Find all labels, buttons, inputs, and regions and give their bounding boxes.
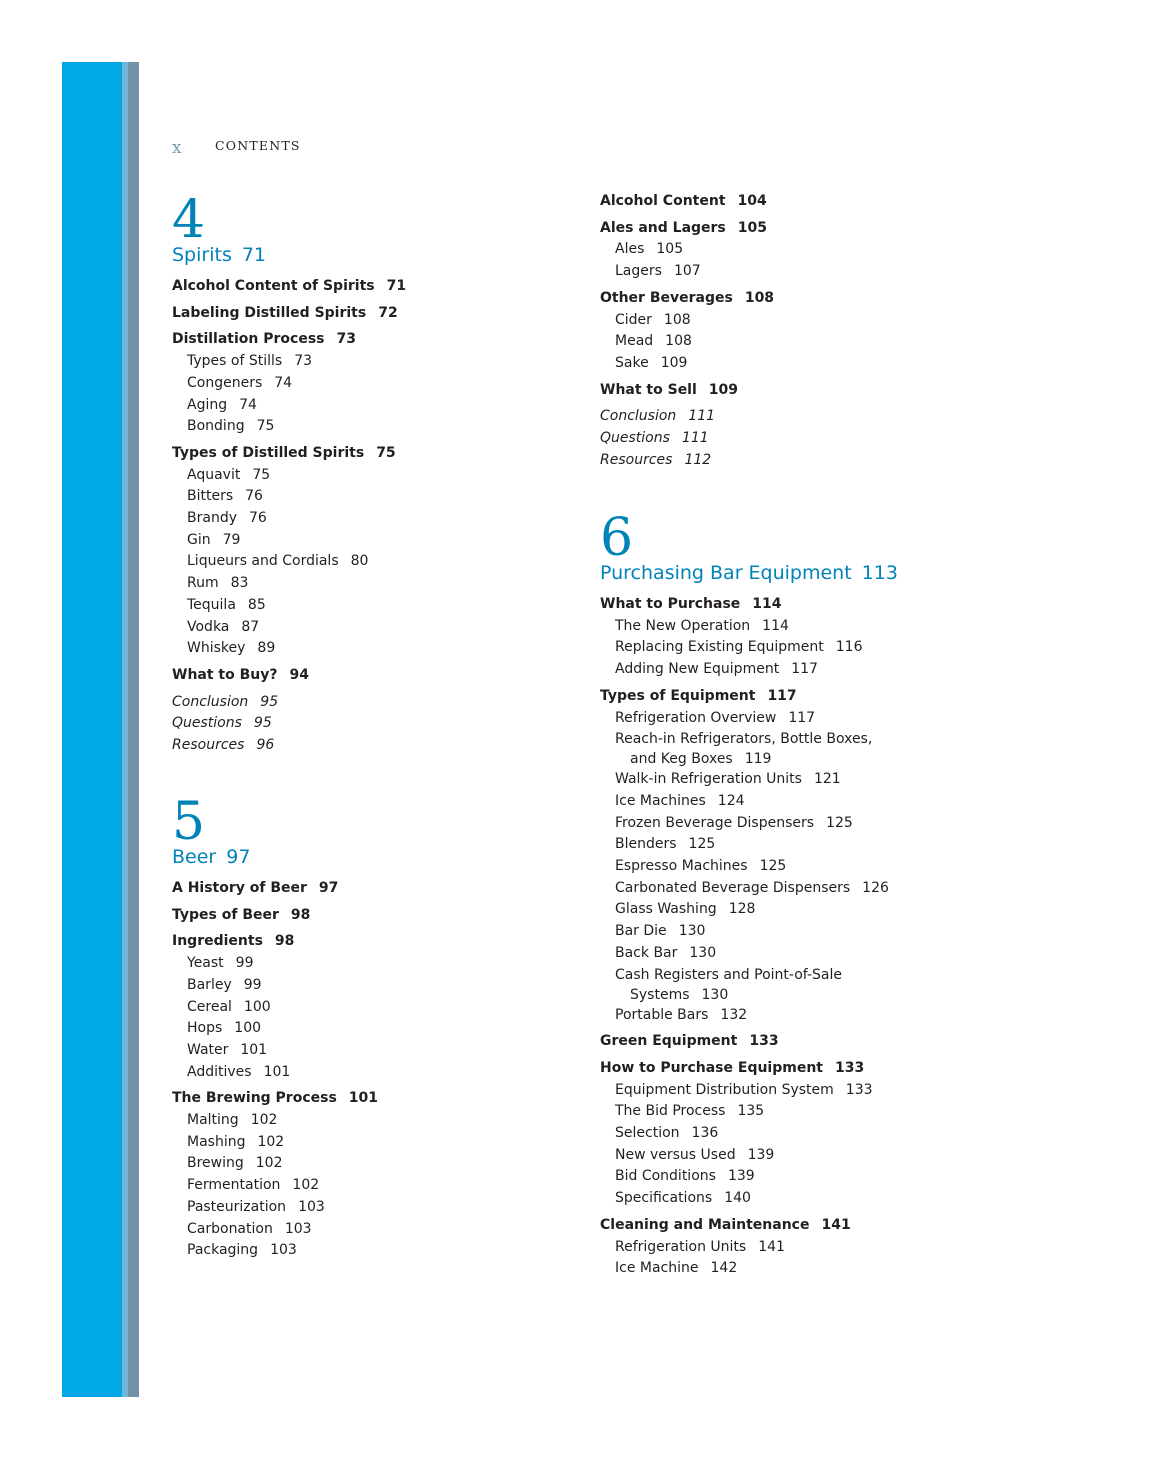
entry-text: Pasteurization — [187, 1198, 287, 1215]
entry-text: Types of Distilled Spirits — [172, 444, 365, 461]
toc-heading[interactable] — [600, 1215, 1120, 1237]
toc-subentry[interactable] — [600, 1258, 1120, 1280]
toc-heading[interactable] — [172, 443, 572, 465]
entry-page: 74 — [274, 374, 293, 391]
entry-page: 109 — [708, 381, 739, 398]
entry-text: Aging — [187, 396, 228, 413]
entry-text: Bar Die — [615, 923, 667, 940]
toc-subentry[interactable] — [600, 943, 1120, 965]
toc-subentry[interactable] — [600, 331, 1120, 353]
entry-page: 141 — [821, 1216, 851, 1233]
chapter-title-text: Spirits — [172, 244, 232, 266]
entry-page: 125 — [826, 814, 853, 831]
toc-subentry[interactable] — [172, 351, 572, 373]
toc-subentry[interactable] — [172, 595, 572, 617]
toc-subentry[interactable] — [600, 965, 1120, 985]
entry-text: Cash Registers and Point-of-Sale — [615, 966, 842, 983]
toc-subentry[interactable] — [172, 551, 572, 573]
toc-heading[interactable] — [172, 878, 572, 900]
entry-text: Walk-in Refrigeration Units — [615, 771, 802, 788]
toc-subentry[interactable] — [600, 1237, 1120, 1259]
entry-text: Types of Stills — [187, 353, 283, 370]
entry-page: 140 — [724, 1190, 751, 1207]
toc-subentry[interactable] — [600, 921, 1120, 943]
entry-page: 133 — [835, 1059, 865, 1076]
entry-text: Refrigeration Units — [615, 1238, 747, 1255]
toc-subentry[interactable] — [172, 638, 572, 660]
entry-text: Congeners — [187, 374, 263, 391]
entry-text: Other Beverages — [600, 289, 733, 306]
entry-text: Ice Machines — [615, 792, 706, 809]
toc-subentry[interactable] — [600, 1166, 1120, 1188]
entry-text: Equipment Distribution System — [615, 1081, 834, 1098]
entry-page: 117 — [767, 687, 797, 704]
entry-text: Ales and Lagers — [600, 219, 726, 236]
entry-text: Alcohol Content of Spirits — [172, 278, 375, 294]
entry-text: Cider — [615, 311, 652, 328]
toc-heading[interactable] — [600, 594, 1120, 616]
entry-page: 139 — [727, 1168, 755, 1185]
toc-subentry[interactable] — [172, 953, 572, 975]
chapter-page: 71 — [241, 244, 267, 266]
entry-page: 94 — [289, 666, 309, 683]
entry-text: How to Purchase Equipment — [600, 1059, 823, 1076]
entry-page: 126 — [862, 879, 889, 896]
chapter-page: 113 — [861, 562, 898, 584]
entry-text: Ice Machine — [615, 1260, 699, 1277]
toc-subentry[interactable] — [600, 729, 1120, 749]
entry-page: 130 — [678, 923, 706, 940]
entry-page: 142 — [710, 1260, 738, 1277]
entry-text: The New Operation — [615, 617, 751, 634]
entry-text: Liqueurs and Cordials — [187, 553, 339, 570]
entry-page: 105 — [737, 219, 768, 236]
entry-page: 80 — [350, 553, 369, 570]
toc-heading[interactable] — [172, 329, 572, 351]
entry-text: Aquavit — [187, 466, 241, 483]
entry-text: The Brewing Process — [172, 1090, 337, 1107]
chapter-title[interactable] — [172, 846, 572, 868]
page-number: x — [172, 138, 182, 158]
entry-page: 100 — [234, 1020, 262, 1037]
toc-subentry[interactable] — [172, 1240, 572, 1262]
toc-subentry[interactable] — [600, 834, 1120, 856]
entry-page: 133 — [845, 1081, 873, 1098]
entry-text: Bitters — [187, 488, 234, 505]
entry-text: Tequila — [187, 596, 236, 613]
entry-page: 133 — [749, 1033, 779, 1050]
entry-page: 105 — [656, 241, 684, 258]
entry-text: Cleaning and Maintenance — [600, 1216, 810, 1233]
toc-endmatter[interactable] — [600, 406, 1120, 428]
toc-heading[interactable] — [172, 905, 572, 927]
entry-page: 75 — [376, 444, 396, 461]
entry-text: Resources — [172, 737, 245, 754]
entry-page: 119 — [744, 751, 772, 768]
entry-page: 76 — [245, 488, 263, 505]
toc-subentry[interactable] — [600, 353, 1120, 375]
entry-text: Systems — [630, 986, 690, 1003]
entry-text: Carbonation — [187, 1220, 273, 1237]
toc-subentry[interactable] — [600, 637, 1120, 659]
chapter-page: 97 — [226, 846, 251, 868]
entry-page: 109 — [660, 354, 688, 371]
chapter-5 — [172, 792, 572, 1262]
toc-subentry[interactable] — [600, 856, 1120, 878]
chapter-number: 6 — [600, 508, 634, 568]
entry-page: 136 — [691, 1125, 719, 1142]
entry-text: Sake — [615, 354, 649, 371]
entry-page: 117 — [791, 661, 818, 678]
toc-subentry[interactable] — [600, 261, 1120, 283]
entry-page: 103 — [270, 1242, 297, 1259]
toc-heading[interactable] — [600, 686, 1120, 708]
entry-text: Fermentation — [187, 1177, 281, 1194]
entry-text: Frozen Beverage Dispensers — [615, 814, 815, 831]
toc-endmatter[interactable] — [600, 450, 1120, 472]
entry-text: Bonding — [187, 418, 245, 435]
toc-subentry[interactable] — [600, 769, 1120, 791]
entry-page: 117 — [788, 709, 816, 726]
entry-text: Resources — [600, 451, 673, 468]
entry-page: 128 — [728, 901, 756, 918]
chapter-5-entries — [172, 878, 572, 1262]
entry-text: Alcohol Content — [600, 193, 726, 209]
toc-subentry[interactable] — [600, 878, 1120, 900]
toc-subentry[interactable] — [600, 1188, 1120, 1210]
entry-page: 103 — [284, 1220, 312, 1237]
entry-text: Conclusion — [172, 693, 249, 710]
entry-text: Mashing — [187, 1133, 246, 1150]
entry-page: 107 — [673, 263, 701, 280]
entry-text: Brewing — [187, 1155, 244, 1172]
entry-text: Hops — [187, 1020, 223, 1037]
entry-page: 139 — [747, 1146, 775, 1163]
entry-page: 125 — [759, 858, 787, 875]
toc-heading[interactable] — [172, 931, 572, 953]
entry-page: 102 — [255, 1155, 283, 1172]
entry-page: 102 — [292, 1177, 320, 1194]
entry-text: Lagers — [615, 263, 662, 280]
entry-page: 75 — [256, 418, 275, 435]
toc-heading[interactable] — [172, 303, 572, 325]
toc-heading[interactable] — [172, 1088, 572, 1110]
toc-subentry[interactable] — [600, 616, 1120, 638]
toc-subentry[interactable] — [172, 1132, 572, 1154]
toc-subentry-continued[interactable] — [600, 985, 1120, 1005]
entry-page: 97 — [318, 880, 339, 896]
toc-subentry[interactable] — [600, 1101, 1120, 1123]
entry-page: 114 — [752, 596, 782, 612]
toc-subentry[interactable] — [172, 1197, 572, 1219]
entry-text: Barley — [187, 976, 232, 993]
entry-page: 101 — [263, 1063, 291, 1080]
chapter-4 — [172, 190, 572, 757]
entry-text: Bid Conditions — [615, 1168, 716, 1185]
chapter-6 — [600, 508, 1120, 1280]
entry-text: Distillation Process — [172, 331, 325, 348]
entry-text: Replacing Existing Equipment — [615, 639, 824, 656]
chapter-number: 5 — [172, 792, 206, 852]
entry-text: Gin — [187, 531, 211, 548]
toc-subentry[interactable] — [172, 373, 572, 395]
toc-subentry[interactable] — [172, 617, 572, 639]
toc-subentry[interactable] — [600, 1080, 1120, 1102]
entry-page: 108 — [663, 311, 691, 328]
entry-page: 72 — [378, 304, 398, 321]
entry-text: and Keg Boxes — [630, 751, 733, 768]
entry-page: 125 — [688, 836, 716, 853]
entry-text: Questions — [172, 715, 242, 732]
entry-text: Malting — [187, 1112, 239, 1129]
entry-page: 73 — [294, 353, 313, 370]
entry-text: Mead — [615, 333, 654, 350]
toc-heading[interactable] — [600, 288, 1120, 310]
toc-heading[interactable] — [172, 665, 572, 687]
toc-subentry[interactable] — [600, 1145, 1120, 1167]
entry-text: What to Buy? — [172, 666, 278, 683]
entry-text: What to Sell — [600, 381, 697, 398]
entry-page: 99 — [235, 955, 254, 972]
toc-heading[interactable] — [600, 380, 1120, 402]
toc-heading[interactable] — [172, 276, 572, 298]
entry-page: 114 — [762, 617, 789, 634]
entry-page: 75 — [252, 466, 271, 483]
entry-page: 85 — [247, 596, 266, 613]
entry-page: 141 — [758, 1238, 785, 1255]
entry-text: Rum — [187, 575, 219, 592]
toc-subentry[interactable] — [600, 1123, 1120, 1145]
entry-page: 74 — [239, 396, 257, 413]
cover-band-edge — [128, 62, 139, 1397]
entry-text: Yeast — [187, 955, 224, 972]
entry-text: Packaging — [187, 1242, 259, 1259]
entry-page: 108 — [665, 333, 692, 350]
entry-page: 116 — [835, 639, 863, 656]
entry-page: 103 — [298, 1198, 325, 1215]
chapter-title-text: Purchasing Bar Equipment — [600, 562, 852, 584]
entry-page: 98 — [290, 906, 311, 923]
entry-page: 108 — [744, 289, 775, 306]
entry-page: 89 — [257, 640, 276, 657]
entry-text: Blenders — [615, 836, 677, 853]
entry-page: 124 — [717, 792, 745, 809]
toc-subentry[interactable] — [600, 813, 1120, 835]
toc-heading[interactable] — [600, 1031, 1120, 1053]
toc-subentry[interactable] — [600, 899, 1120, 921]
entry-text: Back Bar — [615, 944, 678, 961]
toc-subentry[interactable] — [172, 530, 572, 552]
entry-page: 95 — [260, 693, 279, 710]
toc-heading[interactable] — [600, 218, 1120, 240]
chapter-title[interactable] — [600, 562, 1120, 584]
entry-text: Carbonated Beverage Dispensers — [615, 879, 851, 896]
entry-text: Questions — [600, 430, 670, 447]
entry-page: 95 — [253, 715, 272, 732]
entry-page: 102 — [250, 1112, 278, 1129]
toc-subentry[interactable] — [172, 1040, 572, 1062]
toc-subentry[interactable] — [172, 465, 572, 487]
toc-endmatter[interactable] — [172, 735, 572, 757]
entry-page: 99 — [243, 976, 262, 993]
entry-text: Additives — [187, 1063, 252, 1080]
toc-subentry-continued[interactable] — [600, 749, 1120, 769]
entry-page: 101 — [240, 1041, 268, 1058]
entry-text: Portable Bars — [615, 1006, 709, 1023]
toc-subentry[interactable] — [172, 975, 572, 997]
entry-text: Brandy — [187, 510, 237, 527]
entry-text: New versus Used — [615, 1146, 736, 1163]
entry-page: 104 — [737, 193, 767, 209]
toc-subentry[interactable] — [600, 239, 1120, 261]
entry-page: 111 — [688, 408, 716, 425]
toc-subentry[interactable] — [172, 486, 572, 508]
entry-text: Glass Washing — [615, 901, 717, 918]
entry-page: 73 — [336, 331, 356, 348]
entry-text: Conclusion — [600, 408, 677, 425]
toc-subentry[interactable] — [172, 1219, 572, 1241]
entry-text: Reach-in Refrigerators, Bottle Boxes, — [615, 731, 873, 748]
entry-page: 98 — [274, 933, 295, 950]
toc-endmatter[interactable] — [600, 428, 1120, 450]
entry-text: Selection — [615, 1125, 680, 1142]
running-head: CONTENTS — [215, 138, 301, 153]
entry-page: 101 — [348, 1090, 379, 1107]
entry-text: The Bid Process — [615, 1103, 726, 1120]
toc-subentry[interactable] — [172, 395, 572, 417]
chapter-5-continued-entries — [600, 191, 1120, 471]
entry-page: 100 — [243, 998, 271, 1015]
entry-text: Water — [187, 1041, 229, 1058]
entry-text: Types of Beer — [172, 906, 279, 923]
toc-subentry[interactable] — [172, 997, 572, 1019]
entry-page: 132 — [720, 1006, 748, 1023]
chapter-6-entries — [600, 594, 1120, 1280]
entry-text: Adding New Equipment — [615, 661, 780, 678]
toc-subentry[interactable] — [172, 1110, 572, 1132]
chapter-5-continued — [600, 186, 1120, 471]
entry-page: 71 — [386, 278, 407, 294]
entry-page: 96 — [256, 737, 275, 754]
toc-heading[interactable] — [600, 1058, 1120, 1080]
entry-text: Specifications — [615, 1190, 713, 1207]
entry-text: Types of Equipment — [600, 687, 756, 704]
toc-subentry[interactable] — [172, 508, 572, 530]
toc-subentry[interactable] — [172, 1175, 572, 1197]
chapter-number: 4 — [172, 190, 206, 250]
entry-text: Green Equipment — [600, 1033, 738, 1050]
toc-subentry[interactable] — [600, 791, 1120, 813]
entry-page: 79 — [222, 531, 241, 548]
entry-text: What to Purchase — [600, 596, 741, 612]
chapter-title-text: Beer — [172, 846, 217, 868]
entry-page: 111 — [681, 430, 709, 447]
entry-page: 87 — [241, 618, 260, 635]
toc-subentry[interactable] — [172, 1018, 572, 1040]
toc-subentry[interactable] — [600, 310, 1120, 332]
entry-text: Espresso Machines — [615, 858, 748, 875]
entry-text: Cereal — [187, 998, 232, 1015]
entry-page: 83 — [230, 575, 249, 592]
toc-heading[interactable] — [600, 191, 1120, 213]
toc-subentry[interactable] — [172, 1153, 572, 1175]
toc-endmatter[interactable] — [172, 692, 572, 714]
cover-band — [62, 62, 122, 1397]
entry-page: 102 — [257, 1133, 285, 1150]
entry-text: Refrigeration Overview — [615, 709, 777, 726]
entry-text: Vodka — [187, 618, 230, 635]
entry-text: A History of Beer — [172, 880, 307, 896]
entry-page: 130 — [701, 986, 729, 1003]
entry-text: Ingredients — [172, 933, 263, 950]
toc-endmatter[interactable] — [172, 713, 572, 735]
entry-text: Labeling Distilled Spirits — [172, 304, 367, 321]
chapter-4-entries — [172, 276, 572, 757]
toc-subentry[interactable] — [600, 708, 1120, 730]
toc-subentry[interactable] — [600, 1005, 1120, 1027]
entry-page: 135 — [737, 1103, 765, 1120]
toc-subentry[interactable] — [600, 659, 1120, 681]
entry-page: 76 — [248, 510, 267, 527]
entry-page: 130 — [689, 944, 717, 961]
entry-text: Whiskey — [187, 640, 246, 657]
toc-subentry[interactable] — [172, 573, 572, 595]
toc-subentry[interactable] — [172, 416, 572, 438]
entry-page: 121 — [813, 771, 841, 788]
entry-page: 112 — [684, 451, 712, 468]
toc-subentry[interactable] — [172, 1062, 572, 1084]
chapter-title[interactable] — [172, 244, 572, 266]
entry-text: Ales — [615, 241, 645, 258]
